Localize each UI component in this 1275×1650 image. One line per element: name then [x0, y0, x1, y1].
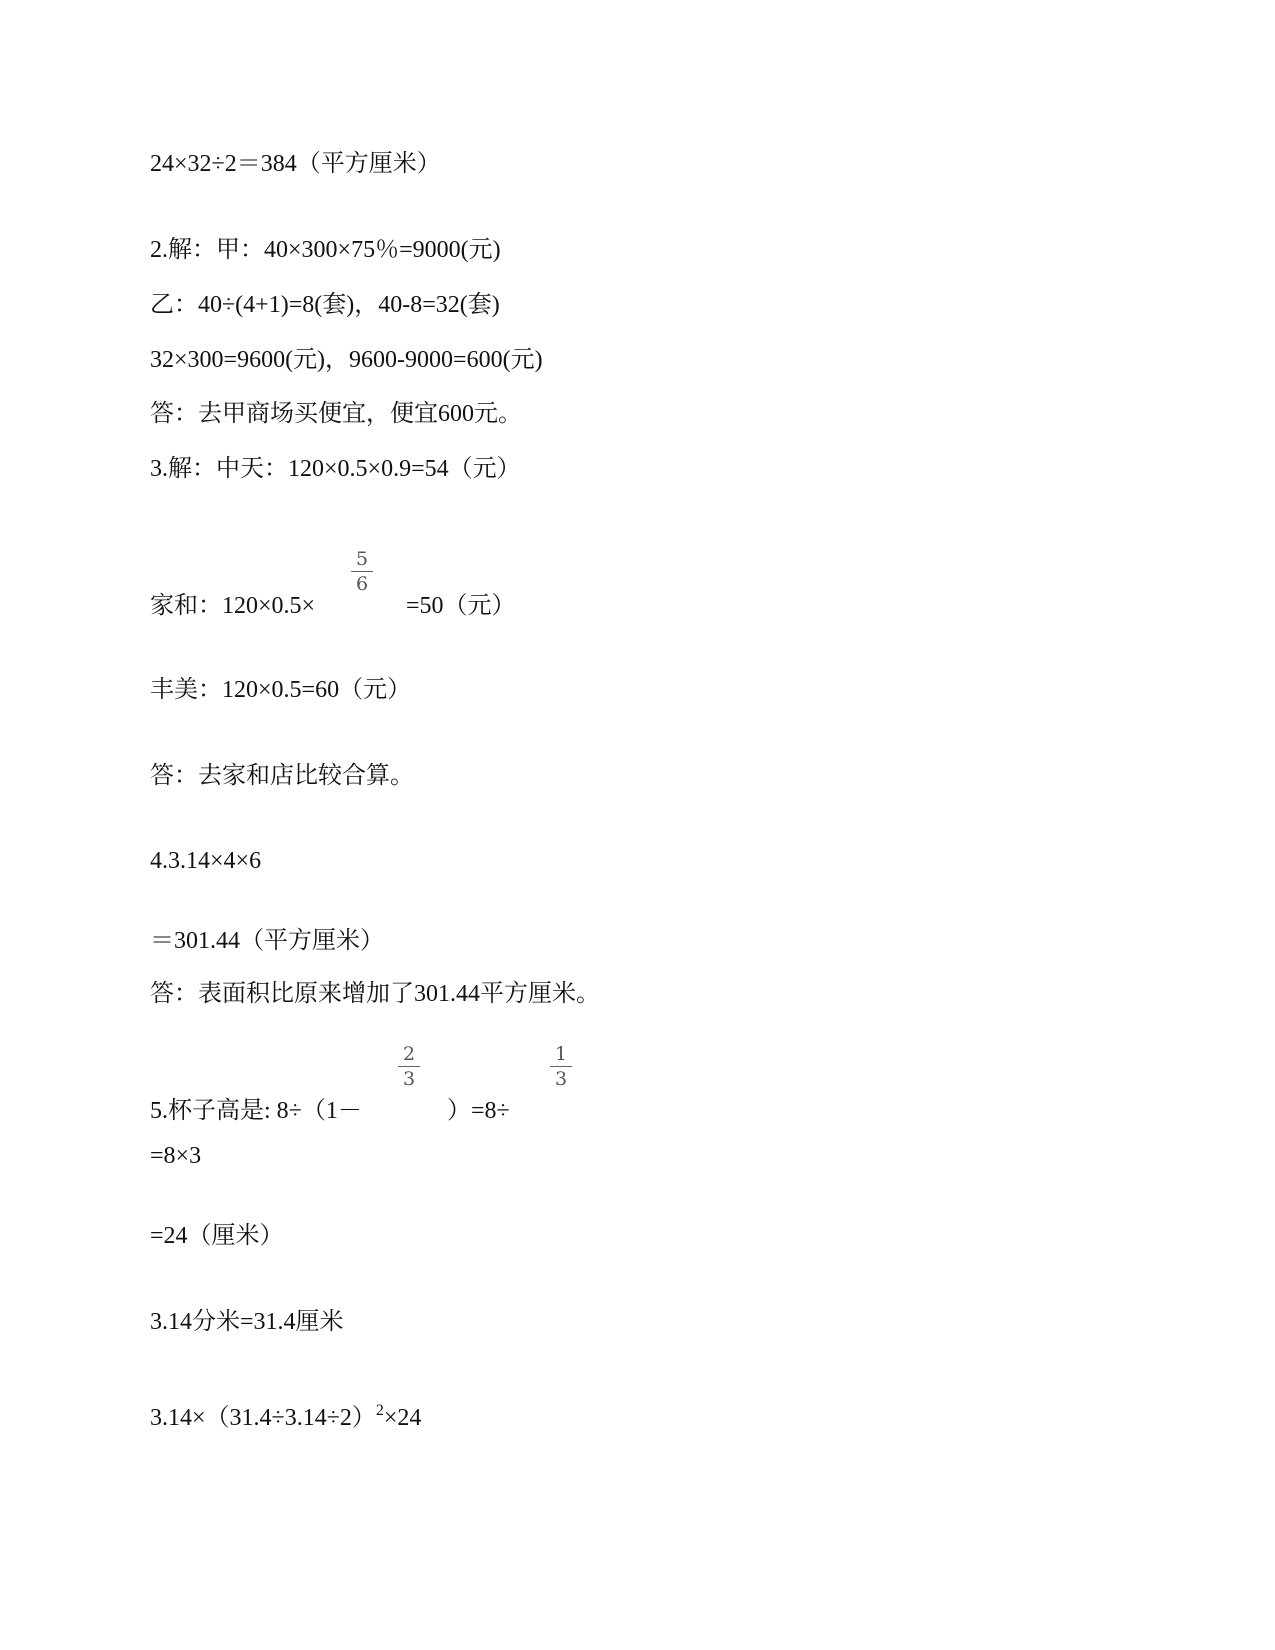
text-line: 32×300=9600(元)，9600-9000=600(元)	[150, 347, 543, 373]
fraction	[550, 1043, 572, 1090]
text-line: 2.解：甲：40×300×75％=9000(元)	[150, 237, 501, 263]
fraction-denominator: 3	[402, 1068, 416, 1090]
text-line: 答：去家和店比较合算。	[150, 763, 414, 789]
fraction-bar	[398, 1066, 420, 1067]
fraction-numerator: 2	[402, 1043, 416, 1065]
fraction-denominator: 6	[355, 573, 369, 595]
fraction-numerator: 1	[554, 1043, 568, 1065]
text-line: 24×32÷2＝384（平方厘米）	[150, 151, 441, 177]
text-line: 答：去甲商场买便宜，便宜600元。	[150, 401, 522, 427]
text-line: 5.杯子高是: 8÷（1－	[150, 1098, 362, 1124]
fraction-numerator: 5	[355, 548, 369, 570]
exponent: 2	[375, 1402, 384, 1419]
text-line: 丰美：120×0.5=60（元）	[150, 677, 412, 703]
text-line: =50（元）	[406, 593, 516, 619]
fraction-bar	[550, 1066, 572, 1067]
text-line: 乙：40÷(4+1)=8(套)，40-8=32(套)	[150, 292, 500, 318]
fraction-bar	[351, 571, 373, 572]
text-line: 3.解：中天：120×0.5×0.9=54（元）	[150, 456, 521, 482]
text-segment: ×24	[383, 1405, 422, 1431]
text-line: =24（厘米）	[150, 1223, 284, 1249]
text-line: 答：表面积比原来增加了301.44平方厘米。	[150, 981, 600, 1007]
text-line	[150, 1397, 421, 1432]
text-line: 3.14分米=31.4厘米	[150, 1309, 344, 1335]
text-line: ）=8÷	[447, 1098, 510, 1124]
text-segment: 3.14×（31.4÷3.14÷2）	[150, 1405, 376, 1431]
text-line	[150, 592, 315, 620]
fraction	[351, 548, 373, 595]
text-segment: 家和：120×0.5×	[150, 593, 316, 619]
fraction	[398, 1043, 420, 1090]
fraction-denominator: 3	[554, 1068, 568, 1090]
text-line: =8×3	[150, 1143, 202, 1169]
text-line: ＝301.44（平方厘米）	[150, 928, 384, 954]
text-line: 4.3.14×4×6	[150, 848, 262, 874]
